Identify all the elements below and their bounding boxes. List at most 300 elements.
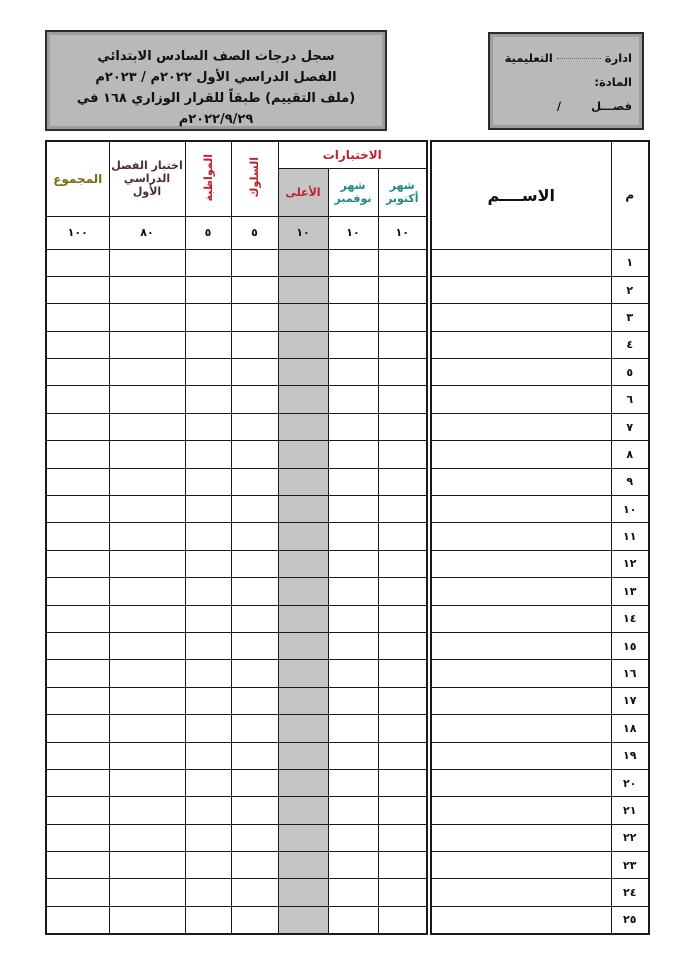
cell-highest[interactable] — [278, 906, 328, 933]
cell-attendance[interactable] — [185, 276, 231, 303]
title-box — [45, 30, 387, 131]
cell-november[interactable] — [328, 276, 378, 303]
grade-row — [46, 660, 427, 687]
cell-total[interactable] — [46, 715, 109, 742]
cell-row-number: ١٠ — [611, 496, 649, 523]
cell-student-name[interactable] — [431, 824, 611, 851]
cell-student-name[interactable] — [431, 769, 611, 796]
cell-term-exam[interactable] — [109, 249, 185, 276]
subject-label: المادة: — [594, 75, 632, 89]
header-october-line2: أكتوبر — [386, 192, 419, 205]
cell-october[interactable] — [378, 304, 427, 331]
cell-total[interactable] — [46, 660, 109, 687]
cell-october[interactable] — [378, 687, 427, 714]
cell-november[interactable] — [328, 468, 378, 495]
cell-total[interactable] — [46, 769, 109, 796]
cell-term-exam[interactable] — [109, 413, 185, 440]
cell-term-exam[interactable] — [109, 824, 185, 851]
cell-november[interactable] — [328, 660, 378, 687]
cell-attendance[interactable] — [185, 523, 231, 550]
cell-behavior[interactable] — [231, 304, 278, 331]
cell-behavior[interactable] — [231, 715, 278, 742]
subject-field[interactable] — [500, 70, 632, 94]
cell-student-name[interactable] — [431, 304, 611, 331]
cell-attendance[interactable] — [185, 386, 231, 413]
cell-october[interactable] — [378, 468, 427, 495]
title-line-1: سجل درجات الصف السادس الابتدائي — [97, 49, 335, 64]
cell-total[interactable] — [46, 797, 109, 824]
cell-behavior[interactable] — [231, 249, 278, 276]
name-row — [431, 331, 649, 358]
cell-term-exam[interactable] — [109, 550, 185, 577]
max-total: ١٠٠ — [46, 216, 109, 249]
cell-total[interactable] — [46, 605, 109, 632]
name-row — [431, 359, 649, 386]
name-row — [431, 879, 649, 906]
cell-student-name[interactable] — [431, 632, 611, 659]
header-highest: الأعلى — [278, 168, 328, 216]
cell-october[interactable] — [378, 632, 427, 659]
cell-row-number: ١٤ — [611, 605, 649, 632]
cell-term-exam[interactable] — [109, 715, 185, 742]
cell-november[interactable] — [328, 441, 378, 468]
cell-attendance[interactable] — [185, 496, 231, 523]
cell-attendance[interactable] — [185, 413, 231, 440]
cell-attendance[interactable] — [185, 769, 231, 796]
cell-october[interactable] — [378, 441, 427, 468]
name-row — [431, 660, 649, 687]
cell-highest[interactable] — [278, 660, 328, 687]
cell-total[interactable] — [46, 386, 109, 413]
cell-attendance[interactable] — [185, 824, 231, 851]
grade-row — [46, 742, 427, 769]
cell-highest[interactable] — [278, 879, 328, 906]
grades-table — [45, 140, 428, 935]
cell-behavior[interactable] — [231, 441, 278, 468]
cell-student-name[interactable] — [431, 249, 611, 276]
cell-attendance[interactable] — [185, 441, 231, 468]
cell-term-exam[interactable] — [109, 331, 185, 358]
cell-behavior[interactable] — [231, 906, 278, 933]
cell-student-name[interactable] — [431, 660, 611, 687]
cell-attendance[interactable] — [185, 715, 231, 742]
cell-highest[interactable] — [278, 386, 328, 413]
cell-behavior[interactable] — [231, 852, 278, 879]
cell-total[interactable] — [46, 523, 109, 550]
class-separator: / — [556, 99, 562, 113]
cell-attendance[interactable] — [185, 249, 231, 276]
cell-term-exam[interactable] — [109, 386, 185, 413]
cell-october[interactable] — [378, 769, 427, 796]
cell-student-name[interactable] — [431, 359, 611, 386]
grade-row — [46, 496, 427, 523]
name-row — [431, 468, 649, 495]
cell-highest[interactable] — [278, 276, 328, 303]
cell-row-number: ١٣ — [611, 578, 649, 605]
cell-student-name[interactable] — [431, 331, 611, 358]
header-term-exam-line1: اختبار الفصل — [111, 159, 183, 173]
cell-october[interactable] — [378, 359, 427, 386]
cell-october[interactable] — [378, 523, 427, 550]
cell-highest[interactable] — [278, 715, 328, 742]
cell-behavior[interactable] — [231, 523, 278, 550]
cell-row-number: ١٧ — [611, 687, 649, 714]
cell-term-exam[interactable] — [109, 441, 185, 468]
cell-term-exam[interactable] — [109, 687, 185, 714]
cell-november[interactable] — [328, 550, 378, 577]
cell-student-name[interactable] — [431, 441, 611, 468]
cell-highest[interactable] — [278, 550, 328, 577]
cell-student-name[interactable] — [431, 797, 611, 824]
cell-row-number: ١١ — [611, 523, 649, 550]
cell-highest[interactable] — [278, 824, 328, 851]
cell-total[interactable] — [46, 359, 109, 386]
cell-row-number: ١٥ — [611, 632, 649, 659]
grade-row — [46, 523, 427, 550]
cell-november[interactable] — [328, 496, 378, 523]
grade-row — [46, 550, 427, 577]
cell-student-name[interactable] — [431, 906, 611, 933]
name-row — [431, 249, 649, 276]
cell-october[interactable] — [378, 386, 427, 413]
cell-attendance[interactable] — [185, 331, 231, 358]
cell-november[interactable] — [328, 523, 378, 550]
cell-behavior[interactable] — [231, 660, 278, 687]
cell-highest[interactable] — [278, 441, 328, 468]
cell-row-number: ٦ — [611, 386, 649, 413]
cell-behavior[interactable] — [231, 578, 278, 605]
cell-total[interactable] — [46, 879, 109, 906]
header-term-exam-line2: الدراسي الأول — [123, 172, 171, 199]
cell-student-name[interactable] — [431, 742, 611, 769]
class-label: فصـــل — [591, 99, 632, 113]
cell-attendance[interactable] — [185, 468, 231, 495]
cell-term-exam[interactable] — [109, 797, 185, 824]
header-october — [378, 168, 427, 216]
cell-november[interactable] — [328, 742, 378, 769]
cell-november[interactable] — [328, 632, 378, 659]
cell-attendance[interactable] — [185, 906, 231, 933]
max-attendance: ٥ — [185, 216, 231, 249]
cell-row-number: ٢٢ — [611, 824, 649, 851]
header-attendance — [185, 141, 231, 216]
administration-blank[interactable] — [557, 58, 601, 59]
cell-highest[interactable] — [278, 468, 328, 495]
cell-behavior[interactable] — [231, 550, 278, 577]
cell-behavior[interactable] — [231, 879, 278, 906]
cell-behavior[interactable] — [231, 769, 278, 796]
cell-october[interactable] — [378, 605, 427, 632]
name-row — [431, 906, 649, 933]
max-october: ١٠ — [378, 216, 427, 249]
cell-october[interactable] — [378, 824, 427, 851]
cell-total[interactable] — [46, 824, 109, 851]
grade-row — [46, 249, 427, 276]
max-behavior: ٥ — [231, 216, 278, 249]
grade-row — [46, 769, 427, 796]
cell-total[interactable] — [46, 304, 109, 331]
grade-row — [46, 797, 427, 824]
cell-term-exam[interactable] — [109, 523, 185, 550]
cell-attendance[interactable] — [185, 742, 231, 769]
cell-highest[interactable] — [278, 331, 328, 358]
cell-term-exam[interactable] — [109, 605, 185, 632]
cell-total[interactable] — [46, 331, 109, 358]
cell-attendance[interactable] — [185, 304, 231, 331]
cell-highest[interactable] — [278, 413, 328, 440]
cell-october[interactable] — [378, 413, 427, 440]
cell-row-number: ٤ — [611, 331, 649, 358]
cell-november[interactable] — [328, 413, 378, 440]
cell-student-name[interactable] — [431, 879, 611, 906]
cell-highest[interactable] — [278, 769, 328, 796]
cell-october[interactable] — [378, 276, 427, 303]
cell-total[interactable] — [46, 742, 109, 769]
header-november-line2: نوفمبر — [334, 192, 372, 205]
cell-highest[interactable] — [278, 687, 328, 714]
cell-behavior[interactable] — [231, 359, 278, 386]
cell-highest[interactable] — [278, 797, 328, 824]
administration-label: ادارة — [604, 51, 632, 65]
cell-attendance[interactable] — [185, 632, 231, 659]
cell-highest[interactable] — [278, 304, 328, 331]
cell-term-exam[interactable] — [109, 660, 185, 687]
cell-term-exam[interactable] — [109, 276, 185, 303]
cell-november[interactable] — [328, 304, 378, 331]
cell-student-name[interactable] — [431, 386, 611, 413]
cell-october[interactable] — [378, 715, 427, 742]
cell-student-name[interactable] — [431, 715, 611, 742]
grade-row — [46, 906, 427, 933]
grade-row — [46, 304, 427, 331]
cell-october[interactable] — [378, 550, 427, 577]
cell-student-name[interactable] — [431, 687, 611, 714]
cell-row-number: ٢ — [611, 276, 649, 303]
cell-october[interactable] — [378, 852, 427, 879]
cell-student-name[interactable] — [431, 468, 611, 495]
cell-row-number: ١٢ — [611, 550, 649, 577]
cell-row-number: ١٨ — [611, 715, 649, 742]
cell-behavior[interactable] — [231, 413, 278, 440]
cell-behavior[interactable] — [231, 687, 278, 714]
cell-term-exam[interactable] — [109, 468, 185, 495]
max-highest: ١٠ — [278, 216, 328, 249]
cell-attendance[interactable] — [185, 879, 231, 906]
cell-october[interactable] — [378, 578, 427, 605]
name-row — [431, 386, 649, 413]
cell-highest[interactable] — [278, 605, 328, 632]
cell-behavior[interactable] — [231, 632, 278, 659]
cell-attendance[interactable] — [185, 605, 231, 632]
grade-row — [46, 824, 427, 851]
grade-row — [46, 715, 427, 742]
cell-behavior[interactable] — [231, 605, 278, 632]
cell-total[interactable] — [46, 413, 109, 440]
cell-october[interactable] — [378, 660, 427, 687]
cell-attendance[interactable] — [185, 660, 231, 687]
name-row — [431, 687, 649, 714]
grade-row — [46, 687, 427, 714]
cell-total[interactable] — [46, 632, 109, 659]
cell-highest[interactable] — [278, 523, 328, 550]
cell-october[interactable] — [378, 742, 427, 769]
cell-term-exam[interactable] — [109, 852, 185, 879]
cell-term-exam[interactable] — [109, 304, 185, 331]
grade-row — [46, 632, 427, 659]
cell-november[interactable] — [328, 824, 378, 851]
cell-attendance[interactable] — [185, 578, 231, 605]
cell-attendance[interactable] — [185, 550, 231, 577]
name-row — [431, 632, 649, 659]
cell-row-number: ٨ — [611, 441, 649, 468]
cell-term-exam[interactable] — [109, 906, 185, 933]
cell-total[interactable] — [46, 441, 109, 468]
cell-behavior[interactable] — [231, 797, 278, 824]
title-line-3: (ملف التقييم) طبقاً للقرار الوزاري ١٦٨ في ٢٠٢٢/٩/٢٩م — [76, 91, 356, 127]
cell-highest[interactable] — [278, 852, 328, 879]
cell-november[interactable] — [328, 386, 378, 413]
cell-student-name[interactable] — [431, 578, 611, 605]
cell-total[interactable] — [46, 496, 109, 523]
header-behavior-label: السلوك — [248, 156, 261, 198]
name-row — [431, 852, 649, 879]
title-line-2: الفصل الدراسي الأول ٢٠٢٢م / ٢٠٢٣م — [95, 70, 337, 85]
cell-attendance[interactable] — [185, 852, 231, 879]
cell-october[interactable] — [378, 906, 427, 933]
name-row — [431, 824, 649, 851]
cell-highest[interactable] — [278, 578, 328, 605]
cell-row-number: ٢٣ — [611, 852, 649, 879]
cell-student-name[interactable] — [431, 496, 611, 523]
cell-behavior[interactable] — [231, 742, 278, 769]
cell-november[interactable] — [328, 249, 378, 276]
cell-behavior[interactable] — [231, 496, 278, 523]
cell-november[interactable] — [328, 605, 378, 632]
cell-row-number: ١٦ — [611, 660, 649, 687]
name-row — [431, 550, 649, 577]
cell-term-exam[interactable] — [109, 742, 185, 769]
header-name: الاســــم — [431, 141, 611, 249]
cell-october[interactable] — [378, 879, 427, 906]
name-row — [431, 413, 649, 440]
header-term-exam — [109, 141, 185, 216]
name-row — [431, 715, 649, 742]
cell-total[interactable] — [46, 906, 109, 933]
cell-october[interactable] — [378, 331, 427, 358]
cell-total[interactable] — [46, 852, 109, 879]
cell-total[interactable] — [46, 578, 109, 605]
grade-row — [46, 359, 427, 386]
cell-term-exam[interactable] — [109, 769, 185, 796]
header-attendance-label: المواظبة — [201, 153, 215, 201]
name-row — [431, 523, 649, 550]
cell-behavior[interactable] — [231, 824, 278, 851]
cell-november[interactable] — [328, 879, 378, 906]
cell-behavior[interactable] — [231, 468, 278, 495]
cell-total[interactable] — [46, 687, 109, 714]
max-november: ١٠ — [328, 216, 378, 249]
cell-row-number: ٢٥ — [611, 906, 649, 933]
cell-term-exam[interactable] — [109, 496, 185, 523]
cell-student-name[interactable] — [431, 276, 611, 303]
grade-row — [46, 852, 427, 879]
cell-highest[interactable] — [278, 496, 328, 523]
cell-highest[interactable] — [278, 632, 328, 659]
cell-attendance[interactable] — [185, 687, 231, 714]
administration-suffix: التعليمية — [504, 51, 553, 65]
cell-total[interactable] — [46, 468, 109, 495]
cell-student-name[interactable] — [431, 413, 611, 440]
cell-student-name[interactable] — [431, 550, 611, 577]
cell-row-number: ٥ — [611, 359, 649, 386]
cell-attendance[interactable] — [185, 359, 231, 386]
cell-student-name[interactable] — [431, 605, 611, 632]
cell-row-number: ٢٠ — [611, 769, 649, 796]
header-november-line1: شهر — [340, 179, 366, 192]
cell-term-exam[interactable] — [109, 359, 185, 386]
name-row — [431, 769, 649, 796]
grade-row — [46, 386, 427, 413]
cell-october[interactable] — [378, 249, 427, 276]
cell-row-number: ٢٤ — [611, 879, 649, 906]
grade-row — [46, 331, 427, 358]
names-table — [430, 140, 650, 935]
cell-november[interactable] — [328, 578, 378, 605]
cell-term-exam[interactable] — [109, 879, 185, 906]
cell-row-number: ٣ — [611, 304, 649, 331]
grade-row — [46, 605, 427, 632]
max-scores-row — [46, 216, 427, 249]
cell-highest[interactable] — [278, 359, 328, 386]
cell-november[interactable] — [328, 331, 378, 358]
cell-november[interactable] — [328, 797, 378, 824]
cell-behavior[interactable] — [231, 276, 278, 303]
class-field[interactable] — [500, 94, 632, 118]
cell-student-name[interactable] — [431, 852, 611, 879]
cell-student-name[interactable] — [431, 523, 611, 550]
header-tests-group: الاختبارات — [278, 141, 427, 168]
grade-row — [46, 578, 427, 605]
cell-november[interactable] — [328, 769, 378, 796]
cell-term-exam[interactable] — [109, 632, 185, 659]
cell-attendance[interactable] — [185, 797, 231, 824]
cell-behavior[interactable] — [231, 331, 278, 358]
header-behavior — [231, 141, 278, 216]
name-row — [431, 304, 649, 331]
cell-highest[interactable] — [278, 249, 328, 276]
cell-october[interactable] — [378, 797, 427, 824]
cell-november[interactable] — [328, 687, 378, 714]
cell-term-exam[interactable] — [109, 578, 185, 605]
name-row — [431, 797, 649, 824]
grade-row — [46, 413, 427, 440]
cell-total[interactable] — [46, 550, 109, 577]
cell-highest[interactable] — [278, 742, 328, 769]
cell-november[interactable] — [328, 906, 378, 933]
cell-total[interactable] — [46, 276, 109, 303]
administration-field[interactable] — [500, 46, 632, 70]
name-row — [431, 276, 649, 303]
cell-total[interactable] — [46, 249, 109, 276]
cell-november[interactable] — [328, 852, 378, 879]
name-row — [431, 578, 649, 605]
cell-october[interactable] — [378, 496, 427, 523]
name-row — [431, 605, 649, 632]
cell-behavior[interactable] — [231, 386, 278, 413]
cell-november[interactable] — [328, 359, 378, 386]
cell-row-number: ٩ — [611, 468, 649, 495]
cell-november[interactable] — [328, 715, 378, 742]
